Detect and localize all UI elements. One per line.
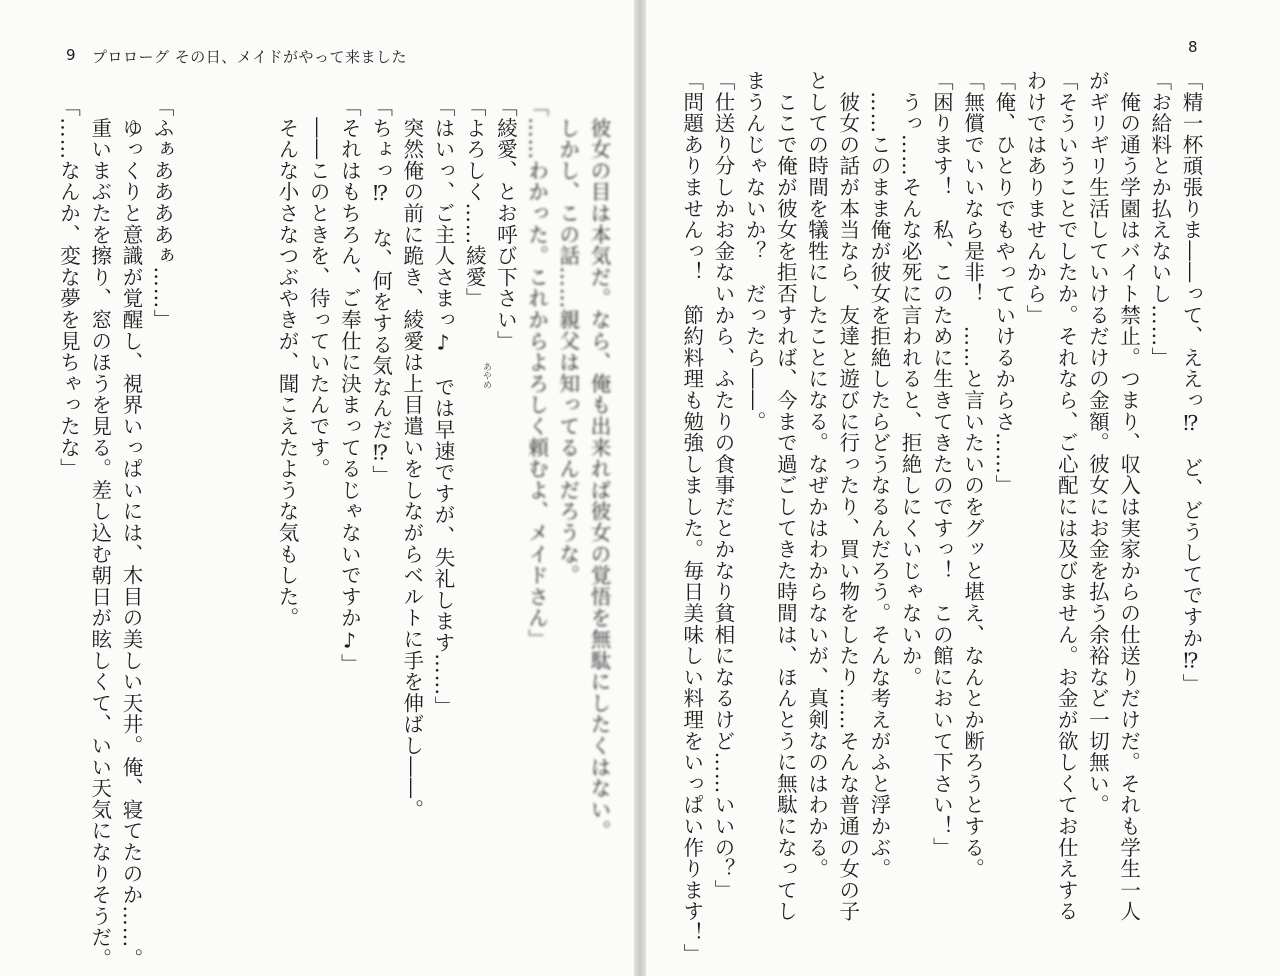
running-head: プロローグ その日、メイドがやって来ました (92, 48, 407, 66)
page-number: 9 (66, 46, 76, 64)
text-line: としての時間を犠牲にしたことになる。なぜかはわからないが、真剣なのはわかる。 (804, 70, 829, 880)
text-line: ……このまま俺が彼女を拒絶したらどうなるんだろう。そんな考えがふと浮かぶ。 (866, 70, 891, 880)
left-page (0, 0, 634, 976)
right-page (646, 0, 1280, 976)
text-line: 「問題ありませんっ！ 節約料理も勉強しました。毎日美味しい料理をいっぱい作ります！」 (679, 70, 704, 965)
text-line: しかし、この話……親父は知ってるんだろうな。 (555, 96, 580, 586)
text-line: 彼女の目は本気だ。なら、俺も出来れば彼女の覚悟を無駄にしたくはない。 (587, 96, 611, 842)
text-line: うっ……そんな必死に言われると、拒絶しにくいじゃないか。 (898, 70, 923, 688)
text-line: 「そういうことでしたか。それなら、ご心配には及びません。お金が欲しくてお仕えする (1054, 70, 1079, 922)
page-number: 8 (1188, 38, 1198, 56)
text-line: 「……わかった。これからよろしく頼むよ、メイドさん」 (524, 96, 549, 650)
text-line: 「……なんか、変な夢を見ちゃったな」 (56, 96, 81, 480)
text-line: がギリギリ生活していけるだけの金額。彼女にお金を払う余裕など一切無い。 (1085, 70, 1110, 816)
text-line: 「困ります！ 私、このために生きてきたのですっ！ この館において下さい！」 (929, 70, 954, 859)
text-line: そんな小さなつぶやきが、聞こえたような気もした。 (274, 96, 299, 629)
ruby-annotation: あやめ (481, 362, 491, 389)
left-page-body (54, 96, 614, 970)
blank-line (177, 96, 208, 936)
text-line: 「精一杯頑張りま――って、ええっ⁉ ど、どうしてですか⁉」 (1179, 70, 1203, 695)
text-line: 「俺、ひとりでもやっていけるからさ……」 (991, 70, 1016, 496)
blank-line (240, 96, 271, 936)
text-line: 突然俺の前に跪き、綾愛は上目遣いをしながらベルトに手を伸ばし――。 (399, 96, 424, 821)
text-line: 「ちょっ⁉ な、何をする気なんだ⁉」 (368, 96, 393, 487)
right-page-body (656, 70, 1206, 965)
text-line: ――このときを、待っていたんです。 (306, 96, 331, 480)
book-gutter (634, 0, 646, 976)
text-line: ゆっくりと意識が覚醒し、視界いっぱいには、木目の美しい天井。俺、寝てたのか……。 (118, 96, 143, 970)
text-line: 「よろしく……綾愛」 (462, 96, 487, 309)
text-line: 「はいっ、ご主人さまっ♪ では早速ですが、失礼します……」 (430, 96, 455, 718)
text-line: 「ふぁああああぁ……」 (150, 96, 175, 331)
text-line: 「それはもちろん、ご奉仕に決まってるじゃないですか♪」 (337, 96, 362, 675)
text-line: まうんじゃないか？ だったら――。 (742, 70, 767, 433)
text-line: 「仕送り分しかお金ないから、ふたりの食事だとかなり貧相になるけど……いいの？」 (710, 70, 735, 901)
text-line: ここで俺が彼女を拒否すれば、今まで過ごしてきた時間は、ほんとうに無駄になってし (773, 70, 798, 922)
text-line: 「無償でいいなら是非！ ……と言いたいのをグッと堪え、なんとか断ろうとする。 (960, 70, 985, 880)
blank-line (208, 96, 239, 936)
text-line: 「綾愛、とお呼び下さい」 (493, 96, 518, 352)
text-line: わけではありませんから」 (1022, 70, 1047, 326)
text-line: 「お給料とか払えないし……」 (1147, 70, 1172, 369)
text-line: 彼女の話が本当なら、友達と遊びに行ったり、買い物をしたり……そんな普通の女の子 (835, 70, 860, 922)
text-line: 重いまぶたを擦り、窓のほうを見る。差し込む朝日が眩しくて、いい天気になりそうだ。 (87, 96, 112, 970)
text-line: 俺の通う学園はバイト禁止。つまり、収入は実家からの仕送りだけだ。それも学生一人 (1116, 70, 1141, 922)
